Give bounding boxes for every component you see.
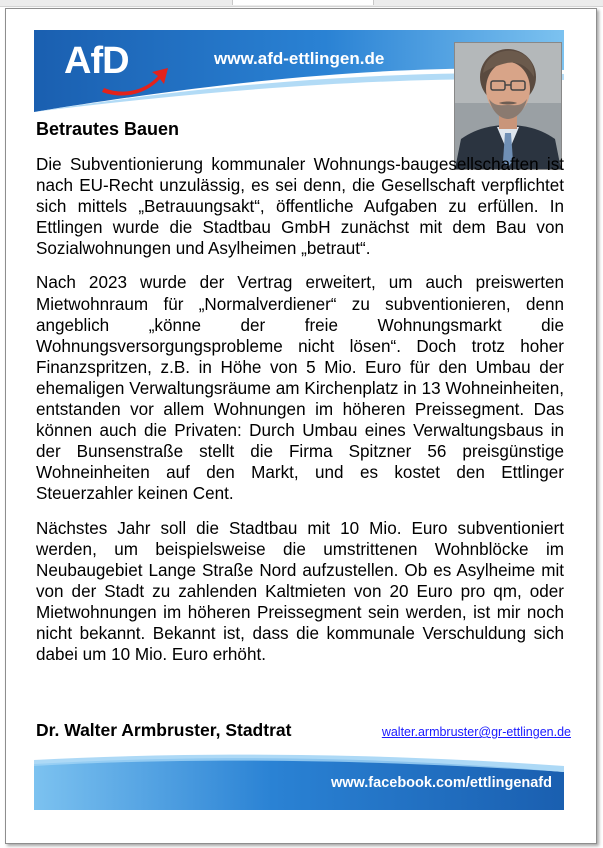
article-title: Betrautes Bauen (36, 119, 180, 139)
author-portrait (454, 42, 562, 170)
portrait-image (455, 43, 561, 169)
author-signature: Dr. Walter Armbruster, Stadtrat (36, 720, 292, 740)
author-email-link[interactable]: walter.armbruster@gr-ettlingen.de (381, 725, 571, 739)
article-paragraph-2: Nach 2023 wurde der Vertrag erweitert, um auch preiswerten Mietwohnraum für „Normalverdiener“ zu subventionieren, denn angeblich „könne der freie Wohnungsmarkt die Wohnungsversorgungsprobleme nicht lösen“. Doch trotz hoher Finanzspritzen, z.B. in Höhe von 5 Mio. Euro für den Umbau der ehemaligen Verwaltungsräume am Kirchenplatz in 13 Wohneinheiten, entstanden vor allem Wohnungen im höheren Preissegment. Das können auch die Privaten: Durch Umbau eines Verwaltungsbaus in der Bunsenstraße stellt die Firma Spitzner 56 preisgünstige Wohneinheiten auf den Markt, und es kostet den Ettlinger Steuerzahler keinen Cent. (36, 273, 564, 504)
afd-logo: AfD (64, 40, 129, 82)
viewer-tab[interactable] (232, 0, 374, 5)
facebook-url[interactable]: www.facebook.com/ettlingenafd (330, 775, 552, 791)
article-body (36, 154, 564, 678)
viewer-toolbar-strip (0, 0, 603, 7)
footer-banner (34, 754, 564, 810)
website-url[interactable]: www.afd-ettlingen.de (214, 49, 385, 68)
article-paragraph-1: Die Subventionierung kommunaler Wohnungs-baugesellschaften ist nach EU-Recht unzulässig, es sei denn, die Gesellschaft verpflichtet sich mittels „Betrauungsakt“, öffentliche Aufgaben zu erfüllen. In Ettlingen wurde die Stadtbau GmbH zunächst mit dem Bau von Sozialwohnungen und Asylheimen „betraut“. (36, 155, 564, 259)
article-paragraph-3: Nächstes Jahr soll die Stadtbau mit 10 Mio. Euro subventioniert werden, um beispielsweise die umstrittenen Wohnblöcke im Neubaugebiet Lange Straße Nord aufzustellen. Ob es Asylheime mit von der Stadt zu zahlenden Kaltmieten von 20 Euro pro qm, oder Mietwohnungen im höheren Preissegment sein werden, ist mir noch nicht bekannt. Bekannt ist, dass die kommunale Verschuldung sich dabei um 10 Mio. Euro erhöht. (36, 518, 564, 665)
